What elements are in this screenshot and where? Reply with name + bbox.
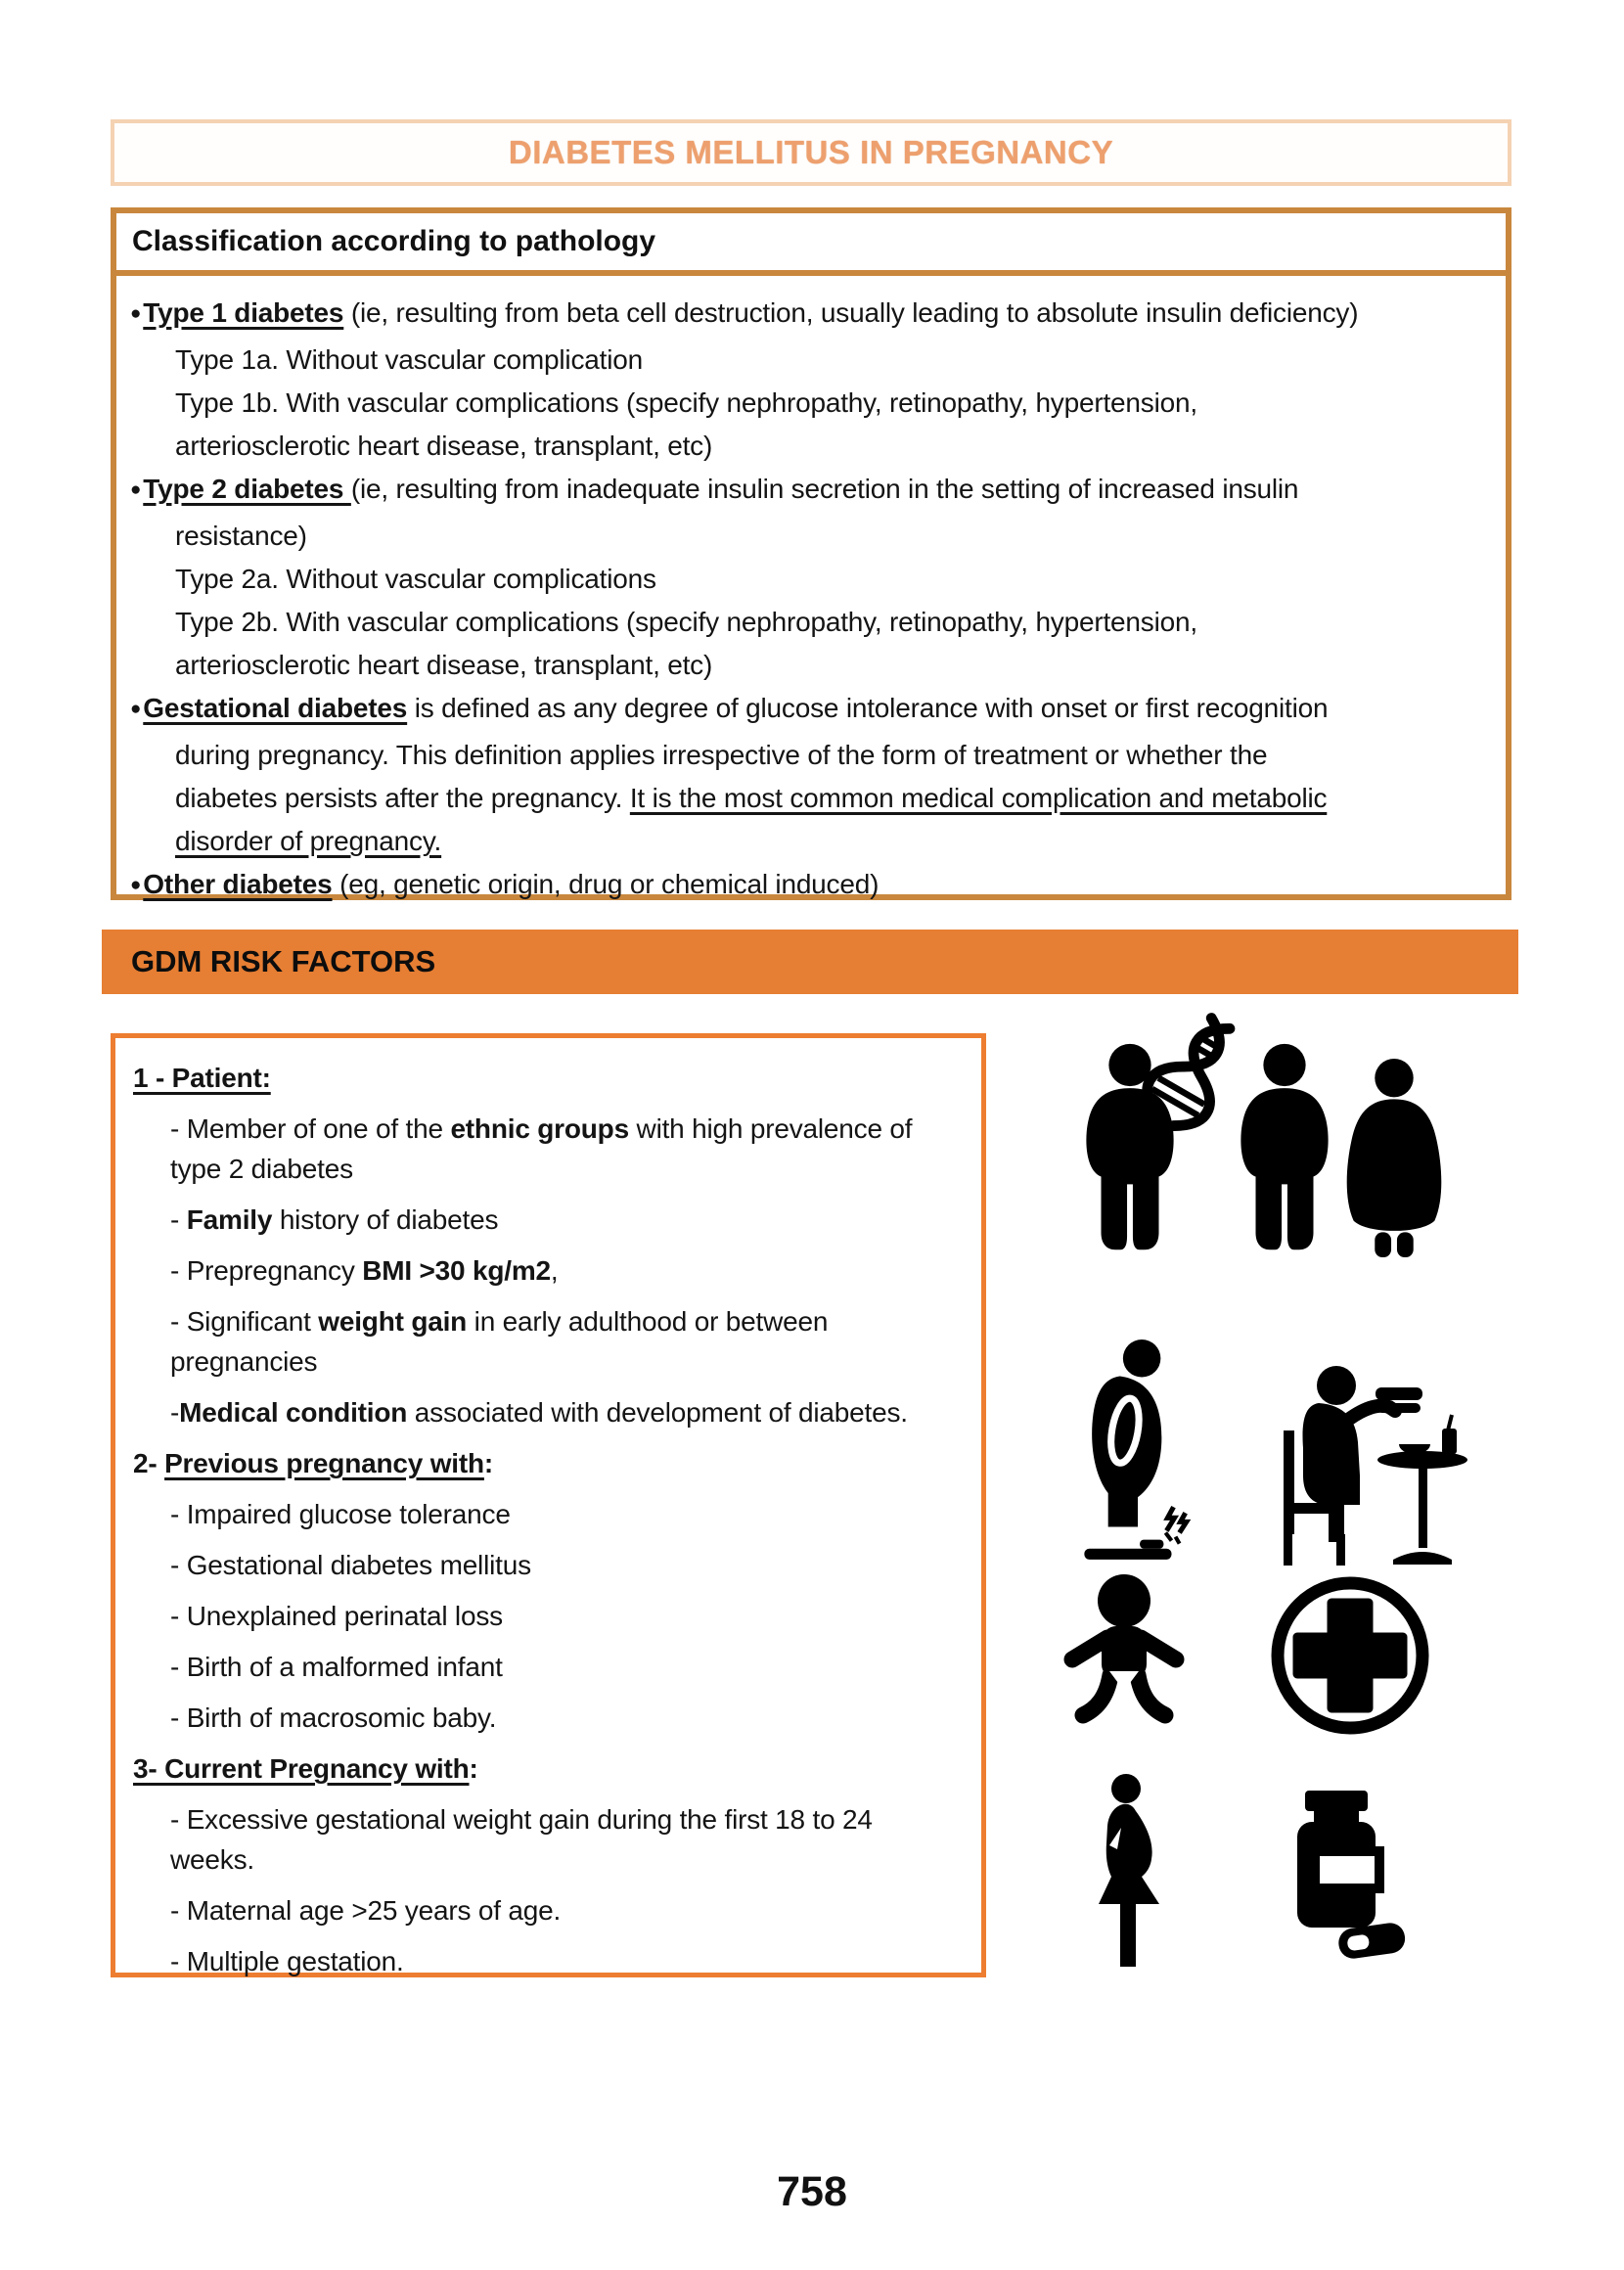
text-line: - Multiple gestation. — [170, 1946, 404, 1976]
pregnant-woman-icon — [1082, 1773, 1186, 1969]
bullet-icon: ● — [130, 479, 142, 500]
medical-cross-icon — [1266, 1571, 1434, 1740]
text-line: arteriosclerotic heart disease, transplant, etc) — [175, 431, 713, 461]
page-title-box — [111, 119, 1511, 186]
text-line: Type 2a. Without vascular complications — [175, 564, 656, 594]
text-line: - Gestational diabetes mellitus — [170, 1550, 531, 1580]
obese-person-icon — [1072, 1037, 1188, 1264]
text-line: - Birth of a malformed infant — [170, 1652, 503, 1682]
pill-bottle-icon — [1278, 1789, 1413, 1967]
page-title: DIABETES MELLITUS IN PREGNANCY — [508, 134, 1114, 170]
text-line: - Unexplained perinatal loss — [170, 1601, 503, 1631]
risk-heading-previous-pregnancy: 2- Previous pregnancy with: — [133, 1448, 494, 1478]
text-line: Type 1a. Without vascular complication — [175, 344, 643, 375]
text-line: ●Gestational diabetes is defined as any degree of glucose intolerance with onset or first recognition — [130, 693, 1329, 723]
text-line: ●Type 1 diabetes (ie, resulting from beta cell destruction, usually leading to absolute insulin deficiency) — [130, 297, 1359, 328]
text-line: - Birth of macrosomic baby. — [170, 1702, 497, 1733]
text-line: - Prepregnancy BMI >30 kg/m2, — [170, 1255, 559, 1286]
text-line: -Medical condition associated with development of diabetes. — [170, 1397, 908, 1428]
text-line: during pregnancy. This definition applies irrespective of the form of treatment or whether the — [175, 740, 1268, 770]
obese-woman-icon — [1327, 1053, 1462, 1264]
text-line: Type 1b. With vascular complications (specify nephropathy, retinopathy, hypertension, — [175, 387, 1197, 418]
text-line: diabetes persists after the pregnancy. It is the most common medical complication and metabolic — [175, 783, 1328, 813]
gdm-risk-factors-banner: GDM RISK FACTORS — [102, 930, 1518, 994]
text-line: - Member of one of the ethnic groups with high prevalence of type 2 diabetes — [170, 1113, 913, 1184]
text-line: - Significant weight gain in early adulthood or between pregnancies — [170, 1306, 829, 1377]
text-line: Type 2b. With vascular complications (specify nephropathy, retinopathy, hypertension, — [175, 607, 1197, 637]
classification-header: Classification according to pathology — [116, 213, 1506, 276]
baby-icon — [1055, 1571, 1194, 1744]
risk-heading-patient: 1 - Patient: — [133, 1063, 271, 1093]
text-line: ●Type 2 diabetes (ie, resulting from inadequate insulin secretion in the setting of increased insulin — [130, 474, 1299, 504]
text-line: - Excessive gestational weight gain during the first 18 to 24 weeks. — [170, 1804, 873, 1875]
text-line: disorder of pregnancy. — [175, 826, 442, 856]
text-line: - Impaired glucose tolerance — [170, 1499, 511, 1529]
bullet-icon: ● — [130, 875, 142, 895]
overeating-person-icon — [1235, 1358, 1469, 1566]
text-line: ●Other diabetes (eg, genetic origin, drug or chemical induced) — [130, 869, 880, 899]
risk-factors-box — [111, 1033, 986, 1977]
text-line: - Maternal age >25 years of age. — [170, 1895, 562, 1926]
text-line: - Family history of diabetes — [170, 1204, 499, 1235]
bullet-icon: ● — [130, 699, 142, 719]
weight-scale-person-icon — [1068, 1337, 1197, 1569]
risk-heading-current-pregnancy: 3- Current Pregnancy with: — [133, 1753, 478, 1784]
classification-body — [116, 276, 1506, 910]
page-number: 758 — [777, 2168, 847, 2215]
text-line: resistance) — [175, 521, 307, 551]
bullet-icon: ● — [130, 303, 142, 324]
obese-person-icon — [1227, 1037, 1342, 1264]
text-line: arteriosclerotic heart disease, transplant, etc) — [175, 650, 713, 680]
classification-section — [111, 207, 1511, 900]
